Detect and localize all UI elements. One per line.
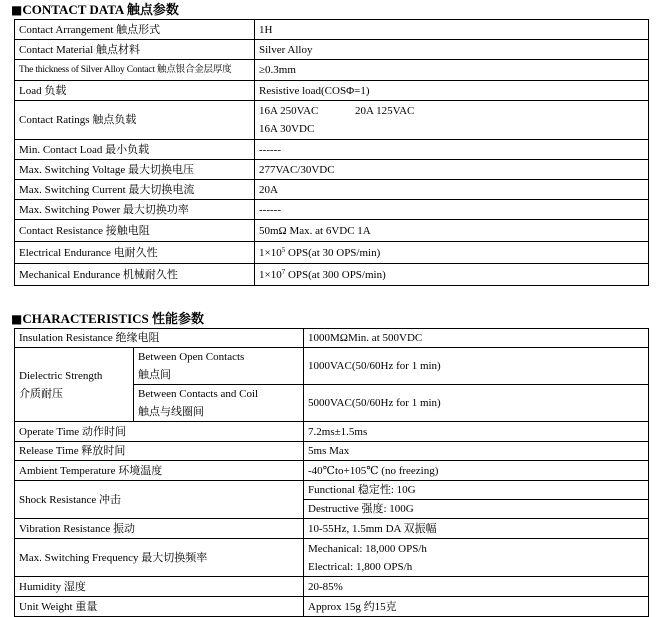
characteristics-title: ■CHARACTERISTICS 性能参数 xyxy=(11,311,205,326)
row-label: Operate Time 动作时间 xyxy=(15,422,304,442)
row-value: 20-85% xyxy=(304,577,649,597)
row-value: 50mΩ Max. at 6VDC 1A xyxy=(255,220,649,242)
row-value: ------ xyxy=(255,200,649,220)
table-row xyxy=(15,60,649,81)
row-label: Max. Switching Power 最大切换功率 xyxy=(15,200,255,220)
row-value: 5000VAC(50/60Hz for 1 min) xyxy=(304,385,649,422)
row-label: The thickness of Silver Alloy Contact 触点银合金层厚度 xyxy=(15,60,255,81)
row-label: Min. Contact Load 最小负载 xyxy=(15,140,255,160)
row-value: $1\times 10^5$ OPS(at 30 OPS/min) xyxy=(255,242,649,264)
table-row xyxy=(15,242,649,264)
row-label: Load 负载 xyxy=(15,81,255,101)
table-row xyxy=(15,220,649,242)
row-value: 1000VAC(50/60Hz for 1 min) xyxy=(304,348,649,385)
row-label: Contact Ratings 触点负载 xyxy=(15,101,255,140)
ratings-line-2: 16A 30VDC xyxy=(259,123,315,135)
dielectric-strength-label: Dielectric Strength 介质耐压 xyxy=(15,348,134,422)
row-value: 7.2ms±1.5ms xyxy=(304,422,649,442)
square-bullet-icon: ■ xyxy=(11,312,23,326)
row-value: Functional 稳定性: 10G xyxy=(304,481,649,500)
row-label: Max. Switching Frequency 最大切换频率 xyxy=(15,539,304,577)
row-label: Unit Weight 重量 xyxy=(15,597,304,617)
table-row xyxy=(15,20,649,40)
row-value: Destructive 强度: 100G xyxy=(304,500,649,519)
dielectric-sub-label: Between Contacts and Coil 触点与线圈间 xyxy=(134,385,304,422)
ratings-line-1: 16A 250VAC 20A 125VAC xyxy=(259,105,415,117)
table-row xyxy=(15,200,649,220)
row-value: Approx 15g 约15克 xyxy=(304,597,649,617)
row-label: Shock Resistance 冲击 xyxy=(15,481,304,519)
row-value: 20A xyxy=(255,180,649,200)
row-value: 5ms Max xyxy=(304,442,649,461)
table-row xyxy=(15,140,649,160)
row-value: $1\times 10^7$ OPS(at 300 OPS/min) xyxy=(255,264,649,286)
contact-ratings-value xyxy=(255,101,649,140)
table-row xyxy=(15,40,649,60)
table-row xyxy=(15,519,649,539)
row-label: Max. Switching Voltage 最大切换电压 xyxy=(15,160,255,180)
row-value: 1000MΩMin. at 500VDC xyxy=(304,329,649,348)
row-value: 277VAC/30VDC xyxy=(255,160,649,180)
row-label: Humidity 湿度 xyxy=(15,577,304,597)
table-row xyxy=(15,101,649,140)
contact-data-table xyxy=(14,19,649,286)
characteristics-table xyxy=(14,328,649,617)
square-bullet-icon: ■ xyxy=(11,3,23,17)
table-row xyxy=(15,481,649,500)
row-label: Electrical Endurance 电耐久性 xyxy=(15,242,255,264)
row-value: 1H xyxy=(255,20,649,40)
table-row xyxy=(15,81,649,101)
table-row xyxy=(15,539,649,577)
table-row xyxy=(15,180,649,200)
table-row xyxy=(15,461,649,481)
table-row xyxy=(15,422,649,442)
row-label: Insulation Resistance 绝缘电阻 xyxy=(15,329,304,348)
row-value: Resistive load(COSΦ=1) xyxy=(255,81,649,101)
row-value: ≥0.3mm xyxy=(255,60,649,81)
table-row xyxy=(15,348,649,385)
row-value: 10-55Hz, 1.5mm DA 双振幅 xyxy=(304,519,649,539)
dielectric-sub-label: Between Open Contacts 触点间 xyxy=(134,348,304,385)
row-value: ------ xyxy=(255,140,649,160)
row-label: Contact Arrangement 触点形式 xyxy=(15,20,255,40)
table-row xyxy=(15,264,649,286)
table-row xyxy=(15,577,649,597)
row-label: Vibration Resistance 振动 xyxy=(15,519,304,539)
contact-data-title: ■CONTACT DATA 触点参数 xyxy=(11,2,179,17)
row-value: -40℃to+105℃ (no freezing) xyxy=(304,461,649,481)
row-label: Contact Material 触点材料 xyxy=(15,40,255,60)
row-label: Contact Resistance 接触电阻 xyxy=(15,220,255,242)
table-row xyxy=(15,160,649,180)
table-row xyxy=(15,442,649,461)
row-label: Release Time 释放时间 xyxy=(15,442,304,461)
row-label: Mechanical Endurance 机械耐久性 xyxy=(15,264,255,286)
row-label: Max. Switching Current 最大切换电流 xyxy=(15,180,255,200)
table-row xyxy=(15,329,649,348)
row-label: Ambient Temperature 环境温度 xyxy=(15,461,304,481)
row-value: Silver Alloy xyxy=(255,40,649,60)
row-value: Mechanical: 18,000 OPS/h Electrical: 1,800 OPS/h xyxy=(304,539,649,577)
